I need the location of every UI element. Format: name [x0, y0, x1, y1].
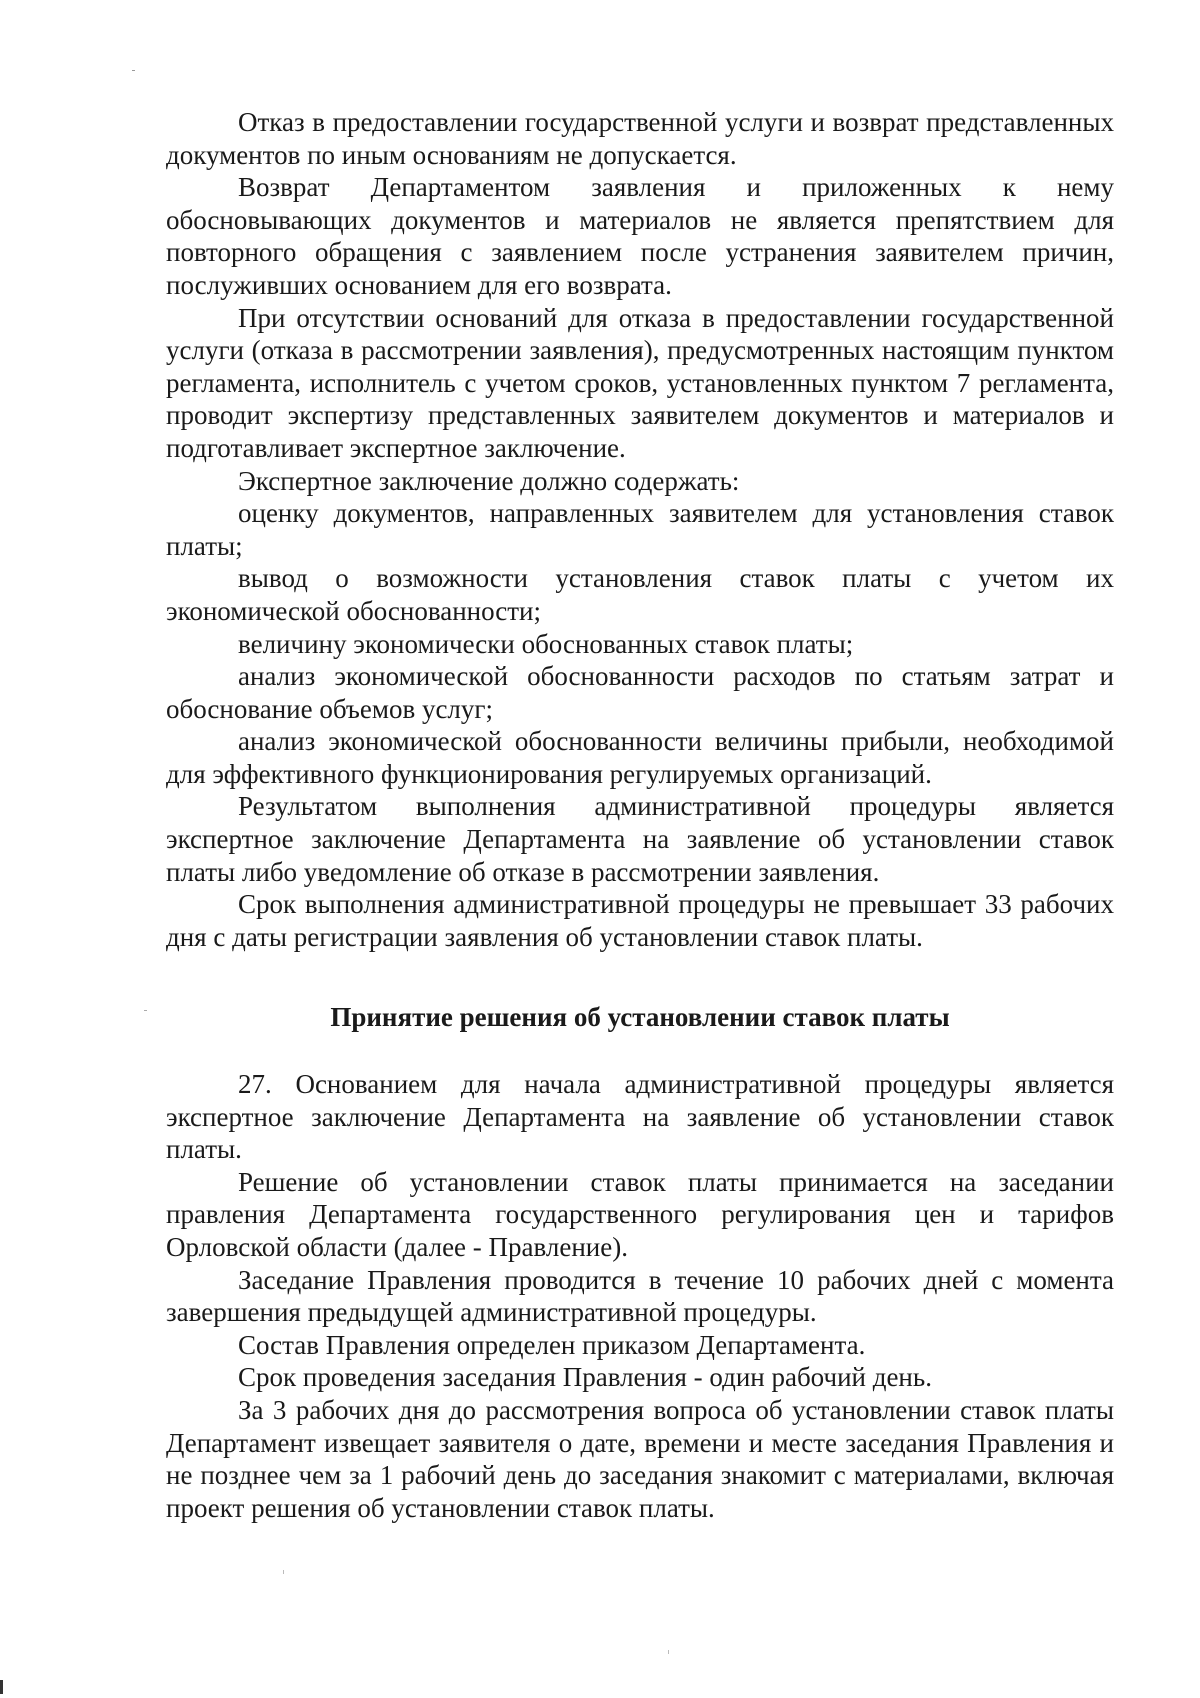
paragraph: Отказ в предоставлении государственной услуги и возврат представленных документов по иным основаниям не допускается.: [166, 107, 1114, 170]
paragraph: Результатом выполнения административной процедуры является экспертное заключение Департамента на заявление об установлении ставок платы либо уведомление об отказе в рассмотрении заявления.: [166, 791, 1114, 887]
list-item: величину экономически обоснованных ставок платы;: [238, 628, 854, 659]
paragraph: При отсутствии оснований для отказа в предоставлении государственной услуги (отказа в рассмотрении заявления), предусмотренных настоящим пунктом регламента, исполнитель с учетом сроков, установленных пунктом 7 регламента, проводит экспертизу представленных заявителем документов и материалов и подготавливает экспертное заключение.: [166, 302, 1114, 463]
scan-speck: [132, 70, 135, 71]
list-item: оценку документов, направленных заявителем для установления ставок платы;: [166, 498, 1114, 561]
scan-speck: [668, 1650, 669, 1654]
paragraph: Возврат Департаментом заявления и приложенных к нему обосновывающих документов и материалов не является препятствием для повторного обращения с заявлением после устранения заявителем причин, послуживших основанием для его возврата.: [166, 172, 1114, 300]
list-item: вывод о возможности установления ставок платы с учетом их экономической обоснованности;: [166, 563, 1114, 626]
paragraph: Состав Правления определен приказом Департамента.: [238, 1329, 866, 1360]
scan-speck: [144, 1010, 147, 1011]
paragraph: За 3 рабочих дня до рассмотрения вопроса об установлении ставок платы Департамент извещает заявителя о дате, времени и месте заседания Правления и не позднее чем за 1 рабочий день до заседания знакомит с материалами, включая проект решения об установлении ставок платы.: [166, 1394, 1114, 1523]
scan-edge-mark: [0, 1680, 3, 1694]
paragraph: Экспертное заключение должно содержать:: [238, 465, 740, 496]
list-item: анализ экономической обоснованности величины прибыли, необходимой для эффективного функционирования регулируемых организаций.: [166, 726, 1114, 789]
paragraph: Срок выполнения административной процедуры не превышает 33 рабочих дня с даты регистрации заявления об установлении ставок платы.: [166, 889, 1114, 952]
scan-speck: [283, 1570, 284, 1574]
list-item: анализ экономической обоснованности расходов по статьям затрат и обоснование объемов услуг;: [166, 661, 1114, 724]
paragraph: Решение об установлении ставок платы принимается на заседании правления Департамента государственного регулирования цен и тарифов Орловской области (далее - Правление).: [166, 1166, 1114, 1262]
paragraph: Срок проведения заседания Правления - один рабочий день.: [238, 1362, 932, 1393]
paragraph: Заседание Правления проводится в течение 10 рабочих дней с момента завершения предыдущей административной процедуры.: [166, 1264, 1114, 1328]
section-heading: Принятие решения об установлении ставок платы: [330, 1002, 950, 1033]
paragraph: 27. Основанием для начала административной процедуры является экспертное заключение Департамента на заявление об установлении ставок платы.: [166, 1069, 1114, 1165]
document-body: [166, 106, 1114, 1524]
